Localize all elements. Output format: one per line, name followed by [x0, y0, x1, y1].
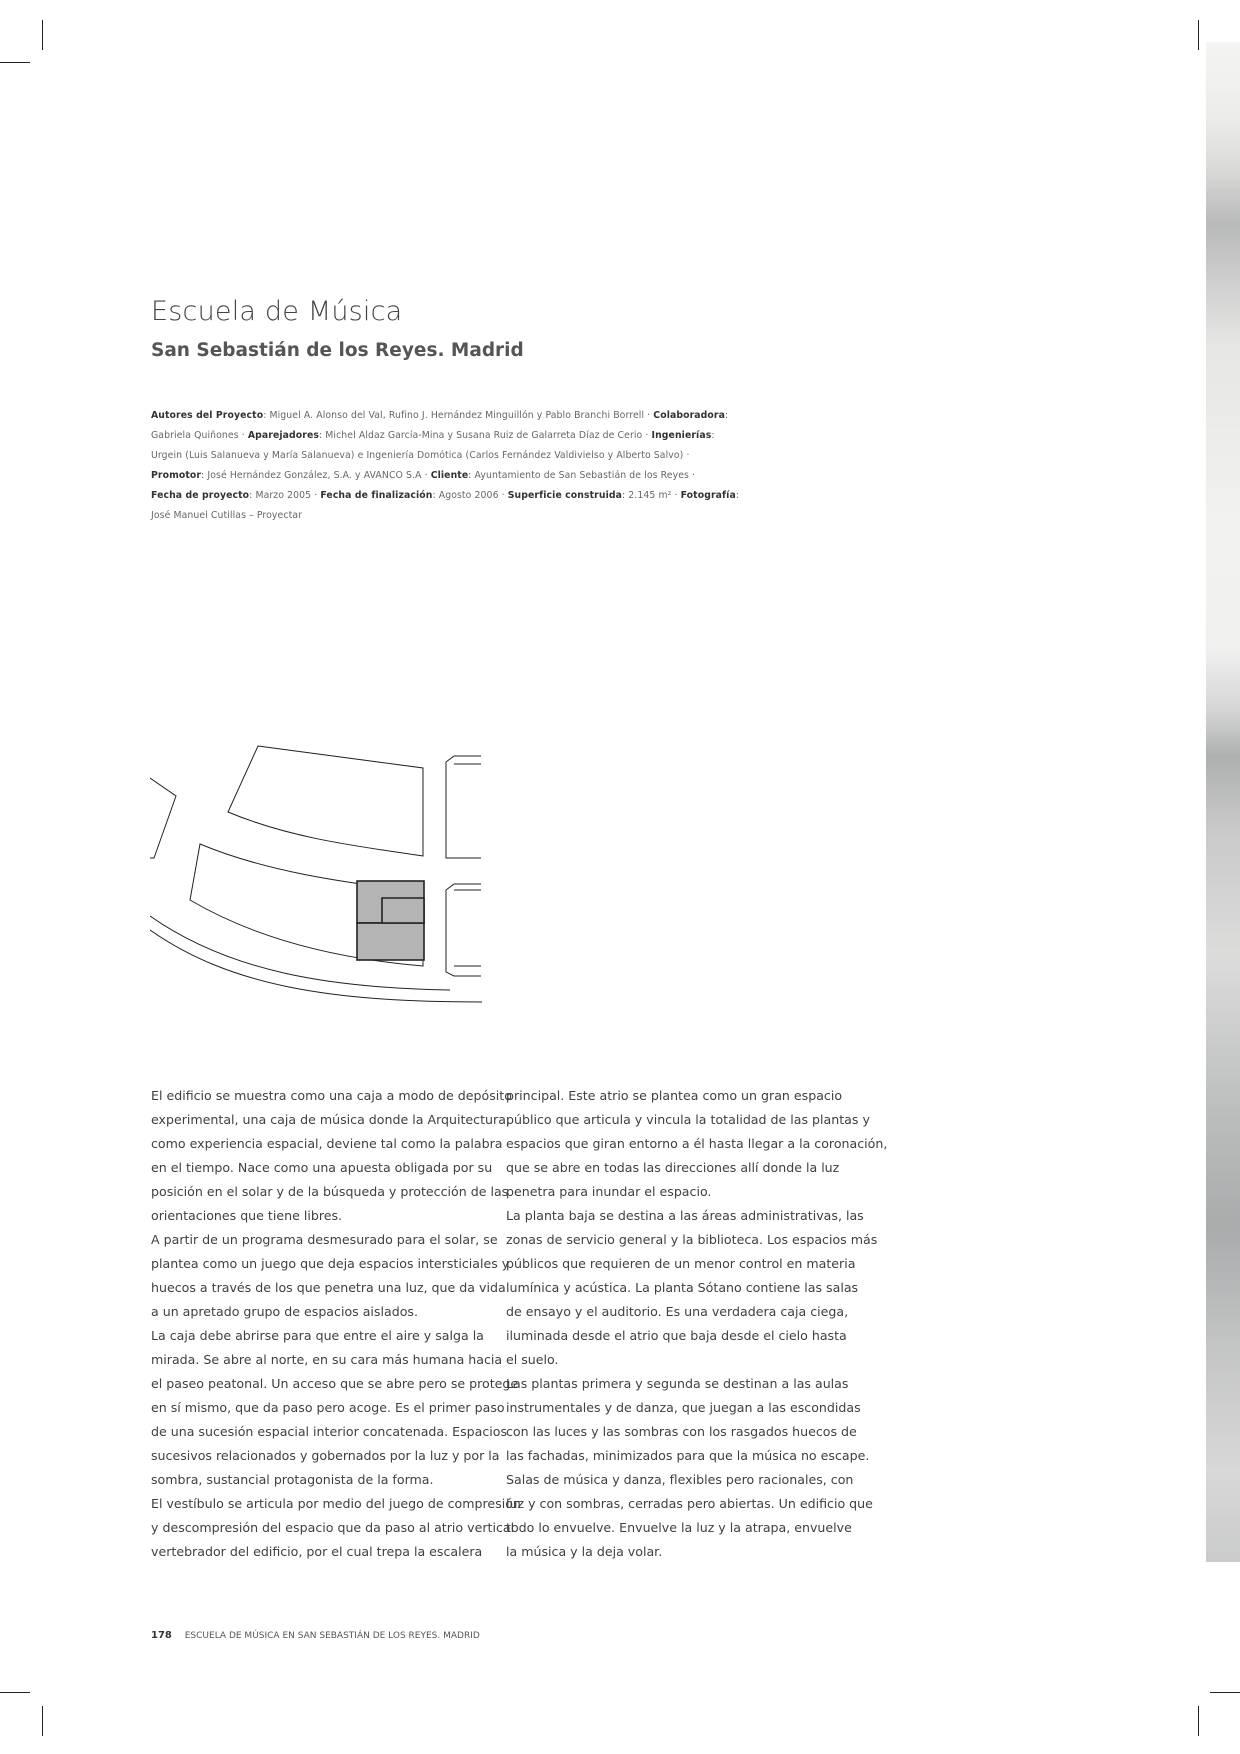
body-text-line: públicos que requieren de un menor control en materia	[506, 1256, 856, 1271]
crop-mark-top-left-h	[0, 62, 30, 63]
facing-page-photo-edge	[1200, 42, 1240, 1562]
body-text-line: el suelo.	[506, 1352, 559, 1367]
credit-label: Superficie construida	[507, 490, 622, 501]
credit-value: :	[711, 430, 715, 441]
credits-line	[151, 446, 690, 466]
plan-left-street	[150, 778, 176, 858]
site-plan-drawing	[150, 740, 482, 1005]
credits-line	[151, 486, 740, 506]
page-number: 178	[151, 1630, 172, 1641]
body-text-line: orientaciones que tiene libres.	[151, 1208, 343, 1223]
page-subtitle: San Sebastián de los Reyes. Madrid	[151, 340, 524, 361]
crop-mark-top-left-v	[42, 20, 43, 50]
credit-label: Autores del Proyecto	[151, 410, 264, 421]
credit-label: Ingenierías	[651, 430, 712, 441]
body-text-line: como experiencia espacial, deviene tal como la palabra	[151, 1136, 503, 1151]
body-text-line: vertebrador del edificio, por el cual trepa la escalera	[151, 1544, 483, 1559]
plan-highlighted-building	[357, 881, 424, 960]
credit-label: Fotografía	[680, 490, 736, 501]
project-credits	[151, 406, 740, 526]
credit-value: José Manuel Cutillas – Proyectar	[151, 510, 303, 521]
body-text-line: las fachadas, minimizados para que la música no escape.	[506, 1448, 870, 1463]
credit-label: Cliente	[430, 470, 469, 481]
body-text-line: la música y la deja volar.	[506, 1544, 663, 1559]
plan-right-block-bottom	[446, 884, 481, 976]
crop-mark-bottom-left-h	[0, 1692, 30, 1693]
body-text-line: posición en el solar y de la búsqueda y protección de las	[151, 1184, 509, 1199]
plan-right-block-inner	[454, 764, 481, 966]
body-text-column-left	[151, 1084, 521, 1564]
body-text-line: sucesivos relacionados y gobernados por la luz y por la	[151, 1448, 500, 1463]
body-text-line: zonas de servicio general y la biblioteca. Los espacios más	[506, 1232, 878, 1247]
body-text-line: El vestíbulo se articula por medio del juego de compresión	[151, 1496, 521, 1511]
body-text-line: con las luces y las sombras con los rasgados huecos de	[506, 1424, 857, 1439]
plan-upper-block	[228, 746, 423, 856]
body-text-line: todo lo envuelve. Envuelve la luz y la atrapa, envuelve	[506, 1520, 852, 1535]
body-text-line: experimental, una caja de música donde la Arquitectura,	[151, 1112, 510, 1127]
body-text-line: luz y con sombras, cerradas pero abiertas. Un edificio que	[506, 1496, 873, 1511]
body-text-line: iluminada desde el atrio que baja desde el cielo hasta	[506, 1328, 847, 1343]
credits-line	[151, 466, 696, 486]
crop-mark-bottom-right-h	[1210, 1692, 1240, 1693]
body-text-line: huecos a través de los que penetra una luz, que da vida	[151, 1280, 506, 1295]
running-title: ESCUELA DE MÚSICA EN SAN SEBASTIÁN DE LOS REYES. MADRID	[184, 1631, 480, 1641]
credit-value: : Ayuntamiento de San Sebastián de los Reyes ·	[468, 470, 696, 481]
plan-curve-2	[150, 930, 482, 1002]
body-text-line: público que articula y vincula la totalidad de las plantas y	[506, 1112, 870, 1127]
body-text-line: a un apretado grupo de espacios aislados.	[151, 1304, 418, 1319]
credit-label: Colaboradora	[653, 410, 725, 421]
body-text-line: plantea como un juego que deja espacios intersticiales y	[151, 1256, 510, 1271]
credit-label: Promotor	[151, 470, 202, 481]
body-text-line: en sí mismo, que da paso pero acoge. Es el primer paso	[151, 1400, 505, 1415]
body-text-line: sombra, sustancial protagonista de la forma.	[151, 1472, 434, 1487]
credits-line	[151, 426, 715, 446]
credit-value: : Marzo 2005 ·	[249, 490, 321, 501]
body-text-line: instrumentales y de danza, que juegan a las escondidas	[506, 1400, 861, 1415]
plan-right-block-top	[446, 756, 481, 858]
body-text-line: Salas de música y danza, flexibles pero racionales, con	[506, 1472, 854, 1487]
credits-line	[151, 406, 729, 426]
body-text-line: de ensayo y el auditorio. Es una verdadera caja ciega,	[506, 1304, 849, 1319]
body-text-line: que se abre en todas las direcciones allí donde la luz	[506, 1160, 840, 1175]
body-text-line: lumínica y acústica. La planta Sótano contiene las salas	[506, 1280, 859, 1295]
page-title: Escuela de Música	[151, 296, 403, 327]
body-text-line: y descompresión del espacio que da paso al atrio vertical	[151, 1520, 515, 1535]
body-text-line: La planta baja se destina a las áreas administrativas, las	[506, 1208, 864, 1223]
body-text-line: en el tiempo. Nace como una apuesta obligada por su	[151, 1160, 493, 1175]
credit-value: : Michel Aldaz García-Mina y Susana Ruiz de Galarreta Díaz de Cerio ·	[319, 430, 652, 441]
credit-value: : 2.145 m² ·	[622, 490, 681, 501]
crop-mark-bottom-right-v	[1198, 1706, 1199, 1736]
body-text-line: La caja debe abrirse para que entre el aire y salga la	[151, 1328, 484, 1343]
body-text-line: El edificio se muestra como una caja a modo de depósito	[151, 1088, 512, 1103]
credit-value: Urgein (Luis Salanueva y María Salanueva) e Ingeniería Domótica (Carlos Fernández Valdivielso y Alberto Salvo) ·	[151, 450, 690, 461]
body-text-line: mirada. Se abre al norte, en su cara más humana hacia	[151, 1352, 503, 1367]
body-text-line: espacios que giran entorno a él hasta llegar a la coronación,	[506, 1136, 888, 1151]
body-text-column-right	[506, 1084, 888, 1564]
page-gutter	[1200, 42, 1206, 1562]
credit-label: Fecha de finalización	[320, 490, 433, 501]
credit-value: : Miguel A. Alonso del Val, Rufino J. Hernández Minguillón y Pablo Branchi Borrell ·	[263, 410, 654, 421]
body-text-line: principal. Este atrio se plantea como un gran espacio	[506, 1088, 843, 1103]
credit-value: :	[735, 490, 740, 501]
credit-value: Gabriela Quiñones ·	[151, 430, 248, 441]
credit-label: Aparejadores	[247, 430, 319, 441]
body-text-line: el paseo peatonal. Un acceso que se abre pero se protege	[151, 1376, 519, 1391]
credit-value: : Agosto 2006 ·	[432, 490, 508, 501]
crop-mark-bottom-left-v	[42, 1706, 43, 1736]
body-text-line: de una sucesión espacial interior concatenada. Espacios	[151, 1424, 508, 1439]
body-text-line: Las plantas primera y segunda se destinan a las aulas	[506, 1376, 849, 1391]
body-text-line: penetra para inundar el espacio.	[506, 1184, 712, 1199]
crop-mark-top-right-v	[1198, 20, 1199, 50]
credit-label: Fecha de proyecto	[151, 490, 250, 501]
credit-value: :	[724, 410, 729, 421]
page-footer	[151, 1630, 480, 1641]
credit-value: : José Hernández González, S.A. y AVANCO S.A ·	[201, 470, 431, 481]
body-text-line: A partir de un programa desmesurado para el solar, se	[151, 1232, 498, 1247]
credits-line	[151, 506, 671, 526]
